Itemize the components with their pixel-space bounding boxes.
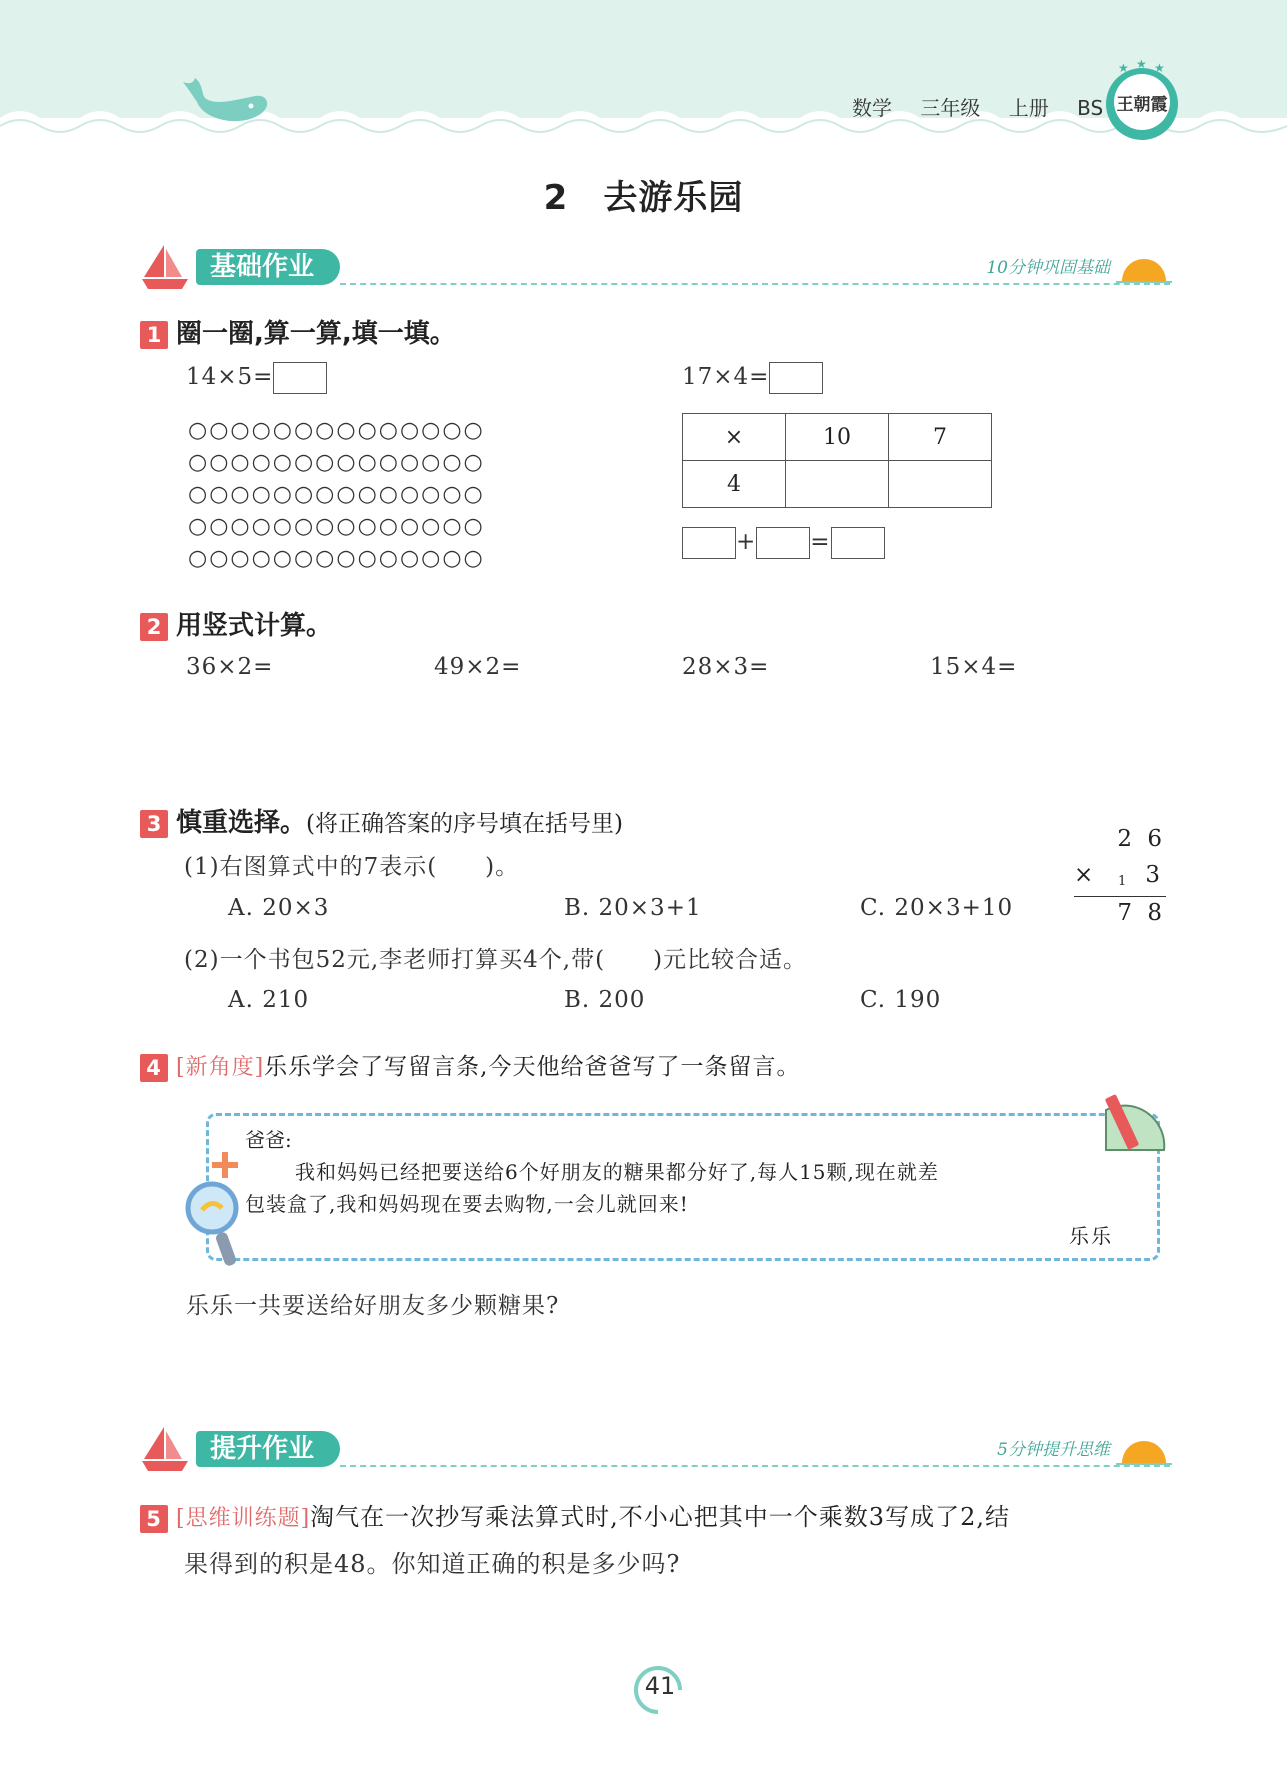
svg-text:★: ★ (1154, 61, 1165, 75)
answer-box[interactable] (682, 527, 736, 559)
multiplication-table (682, 413, 992, 508)
circle-row[interactable]: ○○○○○○○○○○○○○○ (188, 450, 485, 475)
product: 7 8 (1117, 900, 1166, 926)
table-op: × (683, 414, 786, 461)
subject-label: 数学 (852, 96, 892, 120)
q3-p2-option-c[interactable]: C. 190 (860, 987, 942, 1013)
carry-digit: 1 (1118, 874, 1127, 889)
q2-item[interactable]: 28×3= (682, 654, 770, 680)
table-answer-cell[interactable] (786, 461, 889, 508)
q1-number: 1 (140, 321, 168, 349)
section-basic-note: 10分钟巩固基础 (986, 258, 1110, 278)
answer-box[interactable] (273, 362, 327, 394)
multiplicand: 2 6 (1117, 826, 1166, 852)
q3-p2-option-b[interactable]: B. 200 (564, 987, 646, 1013)
q3-title: 3 慎重选择。(将正确答案的序号填在括号里) (140, 802, 623, 839)
circle-row[interactable]: ○○○○○○○○○○○○○○ (188, 546, 485, 571)
q3-p1-option-c[interactable]: C. 20×3+10 (860, 895, 1014, 921)
brand-logo (1102, 60, 1182, 146)
section-advanced-label: 提升作业 (196, 1431, 340, 1467)
q3-p1-option-a[interactable]: A. 20×3 (228, 895, 330, 921)
q3-p1-option-b[interactable]: B. 20×3+1 (564, 895, 702, 921)
note-line-1: 我和妈妈已经把要送给6个好朋友的糖果都分好了,每人15颗,现在就差 (295, 1160, 939, 1184)
q5-line-2: 果得到的积是48。你知道正确的积是多少吗? (184, 1550, 681, 1578)
ruler-protractor-icon (1100, 1090, 1170, 1160)
sum-equation: + = (682, 527, 885, 559)
circle-row[interactable]: ○○○○○○○○○○○○○○ (188, 418, 485, 443)
circle-row[interactable]: ○○○○○○○○○○○○○○ (188, 482, 485, 507)
q1-left-expression: 14×5= (186, 362, 327, 394)
times-sign: × (1074, 862, 1094, 888)
table-col-header: 10 (786, 414, 889, 461)
multiplier: 3 (1145, 862, 1160, 888)
q4-title: 4 [新角度]乐乐学会了写留言条,今天他给爸爸写了一条留言。 (140, 1048, 800, 1082)
message-note (206, 1113, 1160, 1261)
sun-icon (1116, 1433, 1172, 1467)
q5-title: 5 [思维训练题]淘气在一次抄写乘法算式时,不小心把其中一个乘数3写成了2,结 (140, 1497, 1010, 1533)
q4-question: 乐乐一共要送给好朋友多少颗糖果? (186, 1293, 560, 1319)
q2-item[interactable]: 49×2= (434, 654, 522, 680)
q5-number: 5 (140, 1505, 168, 1533)
q4-number: 4 (140, 1054, 168, 1082)
table-answer-cell[interactable] (889, 461, 992, 508)
svg-text:★: ★ (1118, 61, 1129, 75)
note-greeting: 爸爸: (245, 1128, 292, 1152)
section-basic-label: 基础作业 (196, 249, 340, 285)
table-row-header: 4 (683, 461, 786, 508)
q3-part1: (1)右图算式中的7表示( )。 (184, 854, 520, 880)
q3-part2: (2)一个书包52元,李老师打算买4个,带( )元比较合适。 (184, 947, 808, 973)
plus-icon (210, 1150, 240, 1180)
q2-title: 2 用竖式计算。 (140, 605, 332, 642)
brand-name: 王朝霞 (1116, 95, 1168, 115)
answer-box[interactable] (769, 362, 823, 394)
answer-box[interactable] (756, 527, 810, 559)
edition-label: BS (1077, 96, 1104, 120)
section-advanced-banner (140, 1425, 1180, 1475)
q1-right-expression: 17×4= (682, 362, 823, 394)
section-basic-banner (140, 243, 1180, 293)
svg-text:★: ★ (1136, 60, 1147, 71)
volume-label: 上册 (1008, 96, 1049, 120)
sailboat-icon (140, 1425, 190, 1473)
q2-item[interactable]: 15×4= (930, 654, 1018, 680)
note-line-2: 包装盒了,我和妈妈现在要去购物,一会儿就回来! (245, 1192, 689, 1216)
q5-tag: [思维训练题] (176, 1506, 311, 1531)
vertical-multiplication (1074, 826, 1166, 936)
note-signature: 乐乐 (1069, 1224, 1113, 1248)
lesson-title: 2 去游乐园 (543, 178, 744, 218)
circle-row[interactable]: ○○○○○○○○○○○○○○ (188, 514, 485, 539)
book-meta (852, 92, 1125, 121)
section-advanced-note: 5分钟提升思维 (997, 1440, 1110, 1460)
page-number: 41 (0, 1672, 1287, 1700)
table-col-header: 7 (889, 414, 992, 461)
magnifier-icon (184, 1180, 246, 1270)
sun-icon (1116, 251, 1172, 285)
q2-item[interactable]: 36×2= (186, 654, 274, 680)
q4-tag: [新角度] (176, 1055, 265, 1080)
answer-box[interactable] (831, 527, 885, 559)
q2-number: 2 (140, 613, 168, 641)
sailboat-icon (140, 243, 190, 291)
q3-number: 3 (140, 810, 168, 838)
whale-icon (175, 72, 275, 132)
grade-label: 三年级 (920, 96, 981, 120)
q1-title: 1 圈一圈,算一算,填一填。 (140, 313, 456, 350)
q3-p2-option-a[interactable]: A. 210 (228, 987, 310, 1013)
